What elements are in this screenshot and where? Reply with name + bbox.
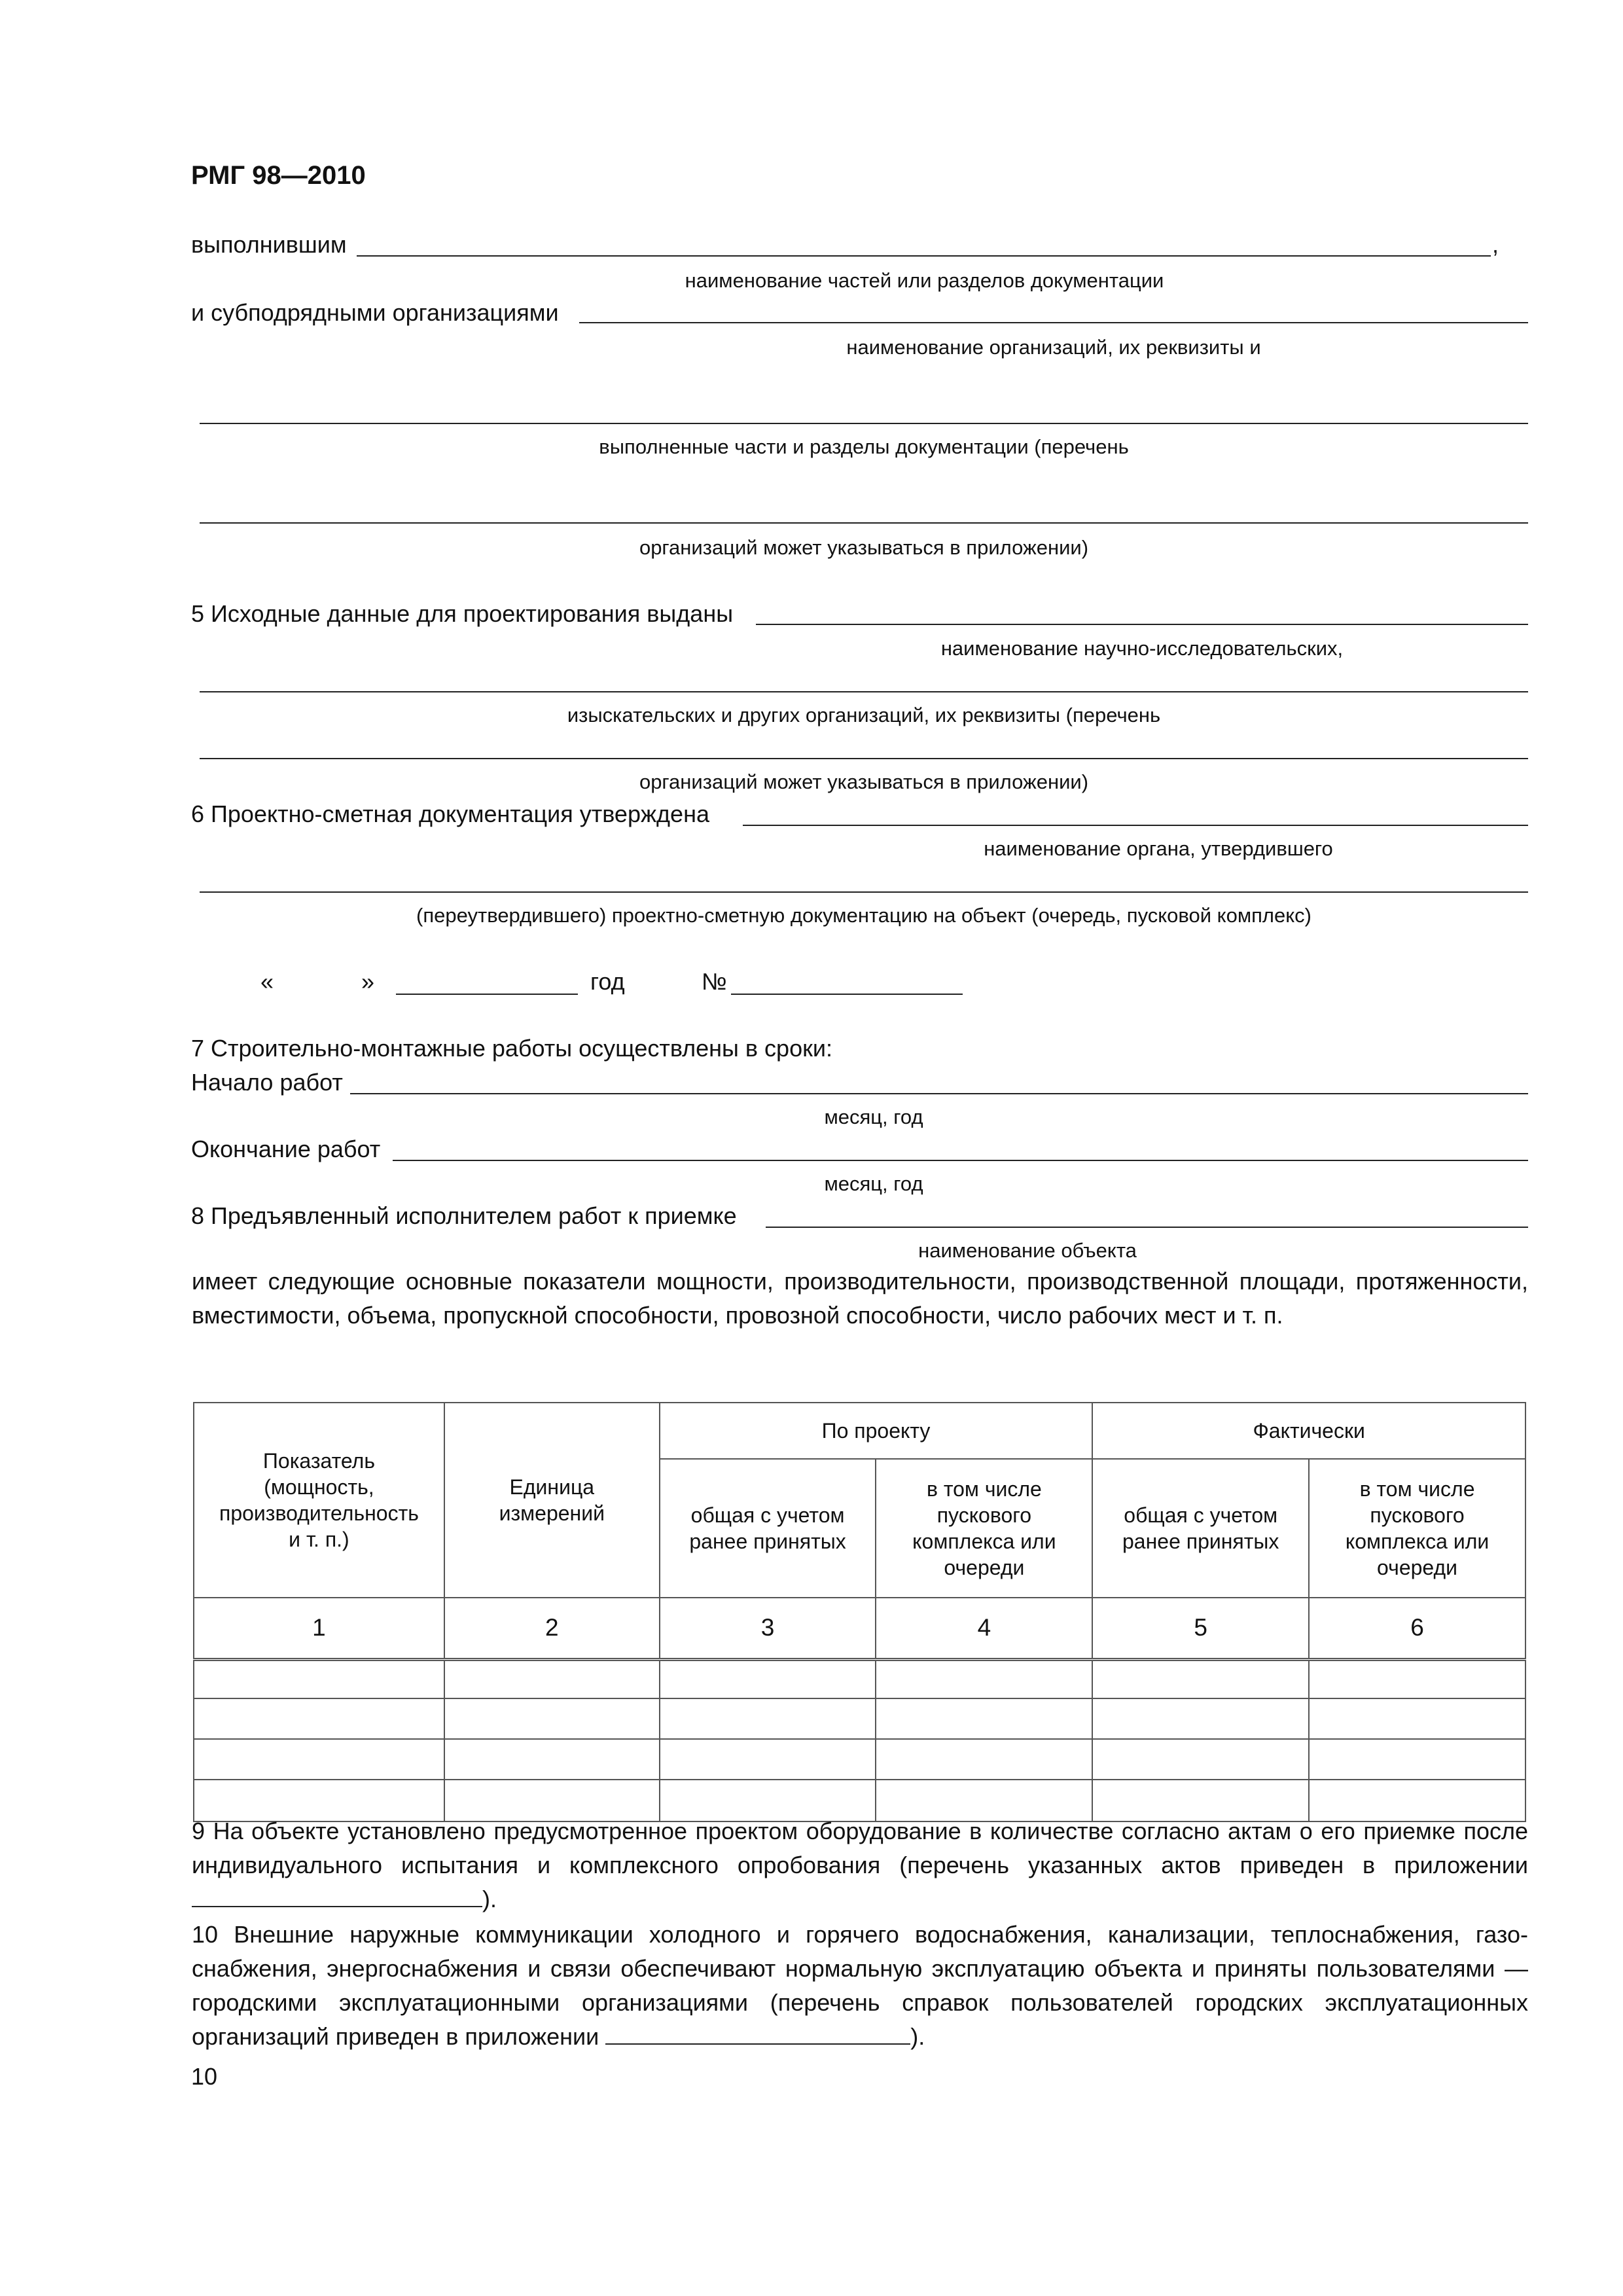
subcontractors-field-2[interactable] <box>200 423 1528 424</box>
subcontractors-caption-3: организаций может указываться в приложении) <box>639 536 1089 559</box>
table-cell[interactable] <box>194 1659 444 1698</box>
item8-label: 8 Предъявленный исполнителем работ к приемке <box>191 1202 737 1229</box>
end-label: Окончание работ <box>191 1136 381 1162</box>
item5-field[interactable] <box>756 624 1528 625</box>
column-number: 6 <box>1309 1598 1525 1659</box>
performer-label: выполнившим <box>191 231 347 258</box>
header-unit: Единица измерений <box>444 1403 660 1598</box>
item9-paragraph <box>192 1814 1528 1916</box>
performer-caption: наименование частей или разделов документации <box>685 269 1164 292</box>
date-close-quote: » <box>361 968 375 995</box>
item5-caption-3: организаций может указываться в приложении) <box>639 770 1089 793</box>
table-cell[interactable] <box>194 1739 444 1780</box>
item5-field-2[interactable] <box>200 691 1528 692</box>
table-cell[interactable] <box>660 1739 876 1780</box>
table-cell[interactable] <box>444 1659 660 1698</box>
item6-caption-2: (переутвердившего) проектно-сметную документацию на объект (очередь, пусковой комплекс) <box>416 904 1311 927</box>
year-label: год <box>590 968 625 995</box>
subheader-project-incl: в том числе пускового комплекса или очереди <box>876 1459 1092 1598</box>
item5-caption-1: наименование научно-исследовательских, <box>940 637 1344 660</box>
approval-date-field[interactable] <box>396 994 578 995</box>
item9-text: 9 На объекте установлено предусмотренное проектом оборудование в количестве согласно актам о его приемке после индивидуального испытания и комплексного опробования (перечень указанных актов приведен в приложении <box>192 1818 1528 1878</box>
item10-blank[interactable] <box>605 2024 910 2045</box>
subheader-actual-total: общая с учетом ранее принятых <box>1092 1459 1309 1598</box>
indicators-table <box>193 1402 1526 1822</box>
column-number: 3 <box>660 1598 876 1659</box>
end-field[interactable] <box>393 1160 1528 1161</box>
table-row <box>194 1659 1525 1698</box>
item8-text: имеет следующие основные показатели мощности, производительности, производственной площади, протяженности, вместимости, объема, пропускной способности, провозной способности, число рабочих мест и т. п. <box>192 1268 1528 1329</box>
item8-field[interactable] <box>766 1227 1528 1228</box>
table-cell[interactable] <box>1309 1698 1525 1739</box>
table-cell[interactable] <box>444 1739 660 1780</box>
item9-tail: ). <box>482 1886 497 1912</box>
subcontractors-label: и субподрядными организациями <box>191 299 559 326</box>
table-cell[interactable] <box>1092 1698 1309 1739</box>
item10-tail: ). <box>910 2023 925 2050</box>
start-caption: месяц, год <box>824 1105 923 1128</box>
item10-paragraph <box>192 1918 1528 2054</box>
table-cell[interactable] <box>1092 1659 1309 1698</box>
table-cell[interactable] <box>876 1698 1092 1739</box>
end-caption: месяц, год <box>824 1172 923 1195</box>
approval-number-field[interactable] <box>731 994 963 995</box>
header-by-project: По проекту <box>660 1403 1093 1459</box>
start-label: Начало работ <box>191 1069 343 1096</box>
item5-caption-2: изыскательских и других организаций, их реквизиты (перечень <box>567 704 1161 726</box>
column-number: 1 <box>194 1598 444 1659</box>
table-cell[interactable] <box>1309 1659 1525 1698</box>
date-open-quote: « <box>260 968 274 995</box>
number-label: № <box>702 968 727 995</box>
item6-label: 6 Проектно-сметная документация утверждена <box>191 800 709 827</box>
item7-title: 7 Строительно-монтажные работы осуществлены в сроки: <box>191 1035 832 1062</box>
table-cell[interactable] <box>876 1659 1092 1698</box>
page-number: 10 <box>191 2063 218 2090</box>
subheader-project-total: общая с учетом ранее принятых <box>660 1459 876 1598</box>
item6-caption-1: наименование органа, утвердившего <box>984 837 1333 860</box>
table-cell[interactable] <box>876 1739 1092 1780</box>
table-row <box>194 1739 1525 1780</box>
item5-label: 5 Исходные данные для проектирования выданы <box>191 600 734 627</box>
table-cell[interactable] <box>444 1698 660 1739</box>
start-field[interactable] <box>350 1093 1528 1094</box>
item6-field[interactable] <box>743 825 1528 826</box>
subcontractors-field-3[interactable] <box>200 522 1528 524</box>
table-cell[interactable] <box>660 1659 876 1698</box>
column-number: 2 <box>444 1598 660 1659</box>
document-code: РМГ 98—2010 <box>191 161 366 190</box>
subcontractors-caption-2: выполненные части и разделы документации (перечень <box>599 435 1129 458</box>
column-number: 4 <box>876 1598 1092 1659</box>
table-cell[interactable] <box>1092 1739 1309 1780</box>
header-indicator: Показатель (мощность, производительность и т. п.) <box>194 1403 444 1598</box>
table-row <box>194 1698 1525 1739</box>
subcontractors-field[interactable] <box>579 322 1528 323</box>
subcontractors-caption-1: наименование организаций, их реквизиты и <box>846 336 1261 359</box>
item8-caption: наименование объекта <box>918 1239 1137 1262</box>
subheader-actual-incl: в том числе пускового комплекса или очереди <box>1309 1459 1525 1598</box>
performer-comma: , <box>1492 231 1499 258</box>
item10-text: 10 Внешние наружные коммуникации холодного и горячего водоснабжения, канализации, теплоснабжения, газоснабжения, энергоснабжения и связи обеспечивают нормальную эксплуатацию объекта и приняты пользователями — городскими эксплуатационными организациями (перечень справок пользователей городских эксплуатационных организаций приведен в приложении <box>192 1921 1528 2050</box>
table-cell[interactable] <box>194 1698 444 1739</box>
item5-field-3[interactable] <box>200 758 1528 759</box>
column-number: 5 <box>1092 1598 1309 1659</box>
table-cell[interactable] <box>660 1698 876 1739</box>
item6-field-2[interactable] <box>200 891 1528 893</box>
item9-blank[interactable] <box>192 1886 482 1907</box>
table-cell[interactable] <box>1309 1739 1525 1780</box>
header-actual: Фактически <box>1092 1403 1525 1459</box>
performer-field[interactable] <box>357 255 1491 257</box>
